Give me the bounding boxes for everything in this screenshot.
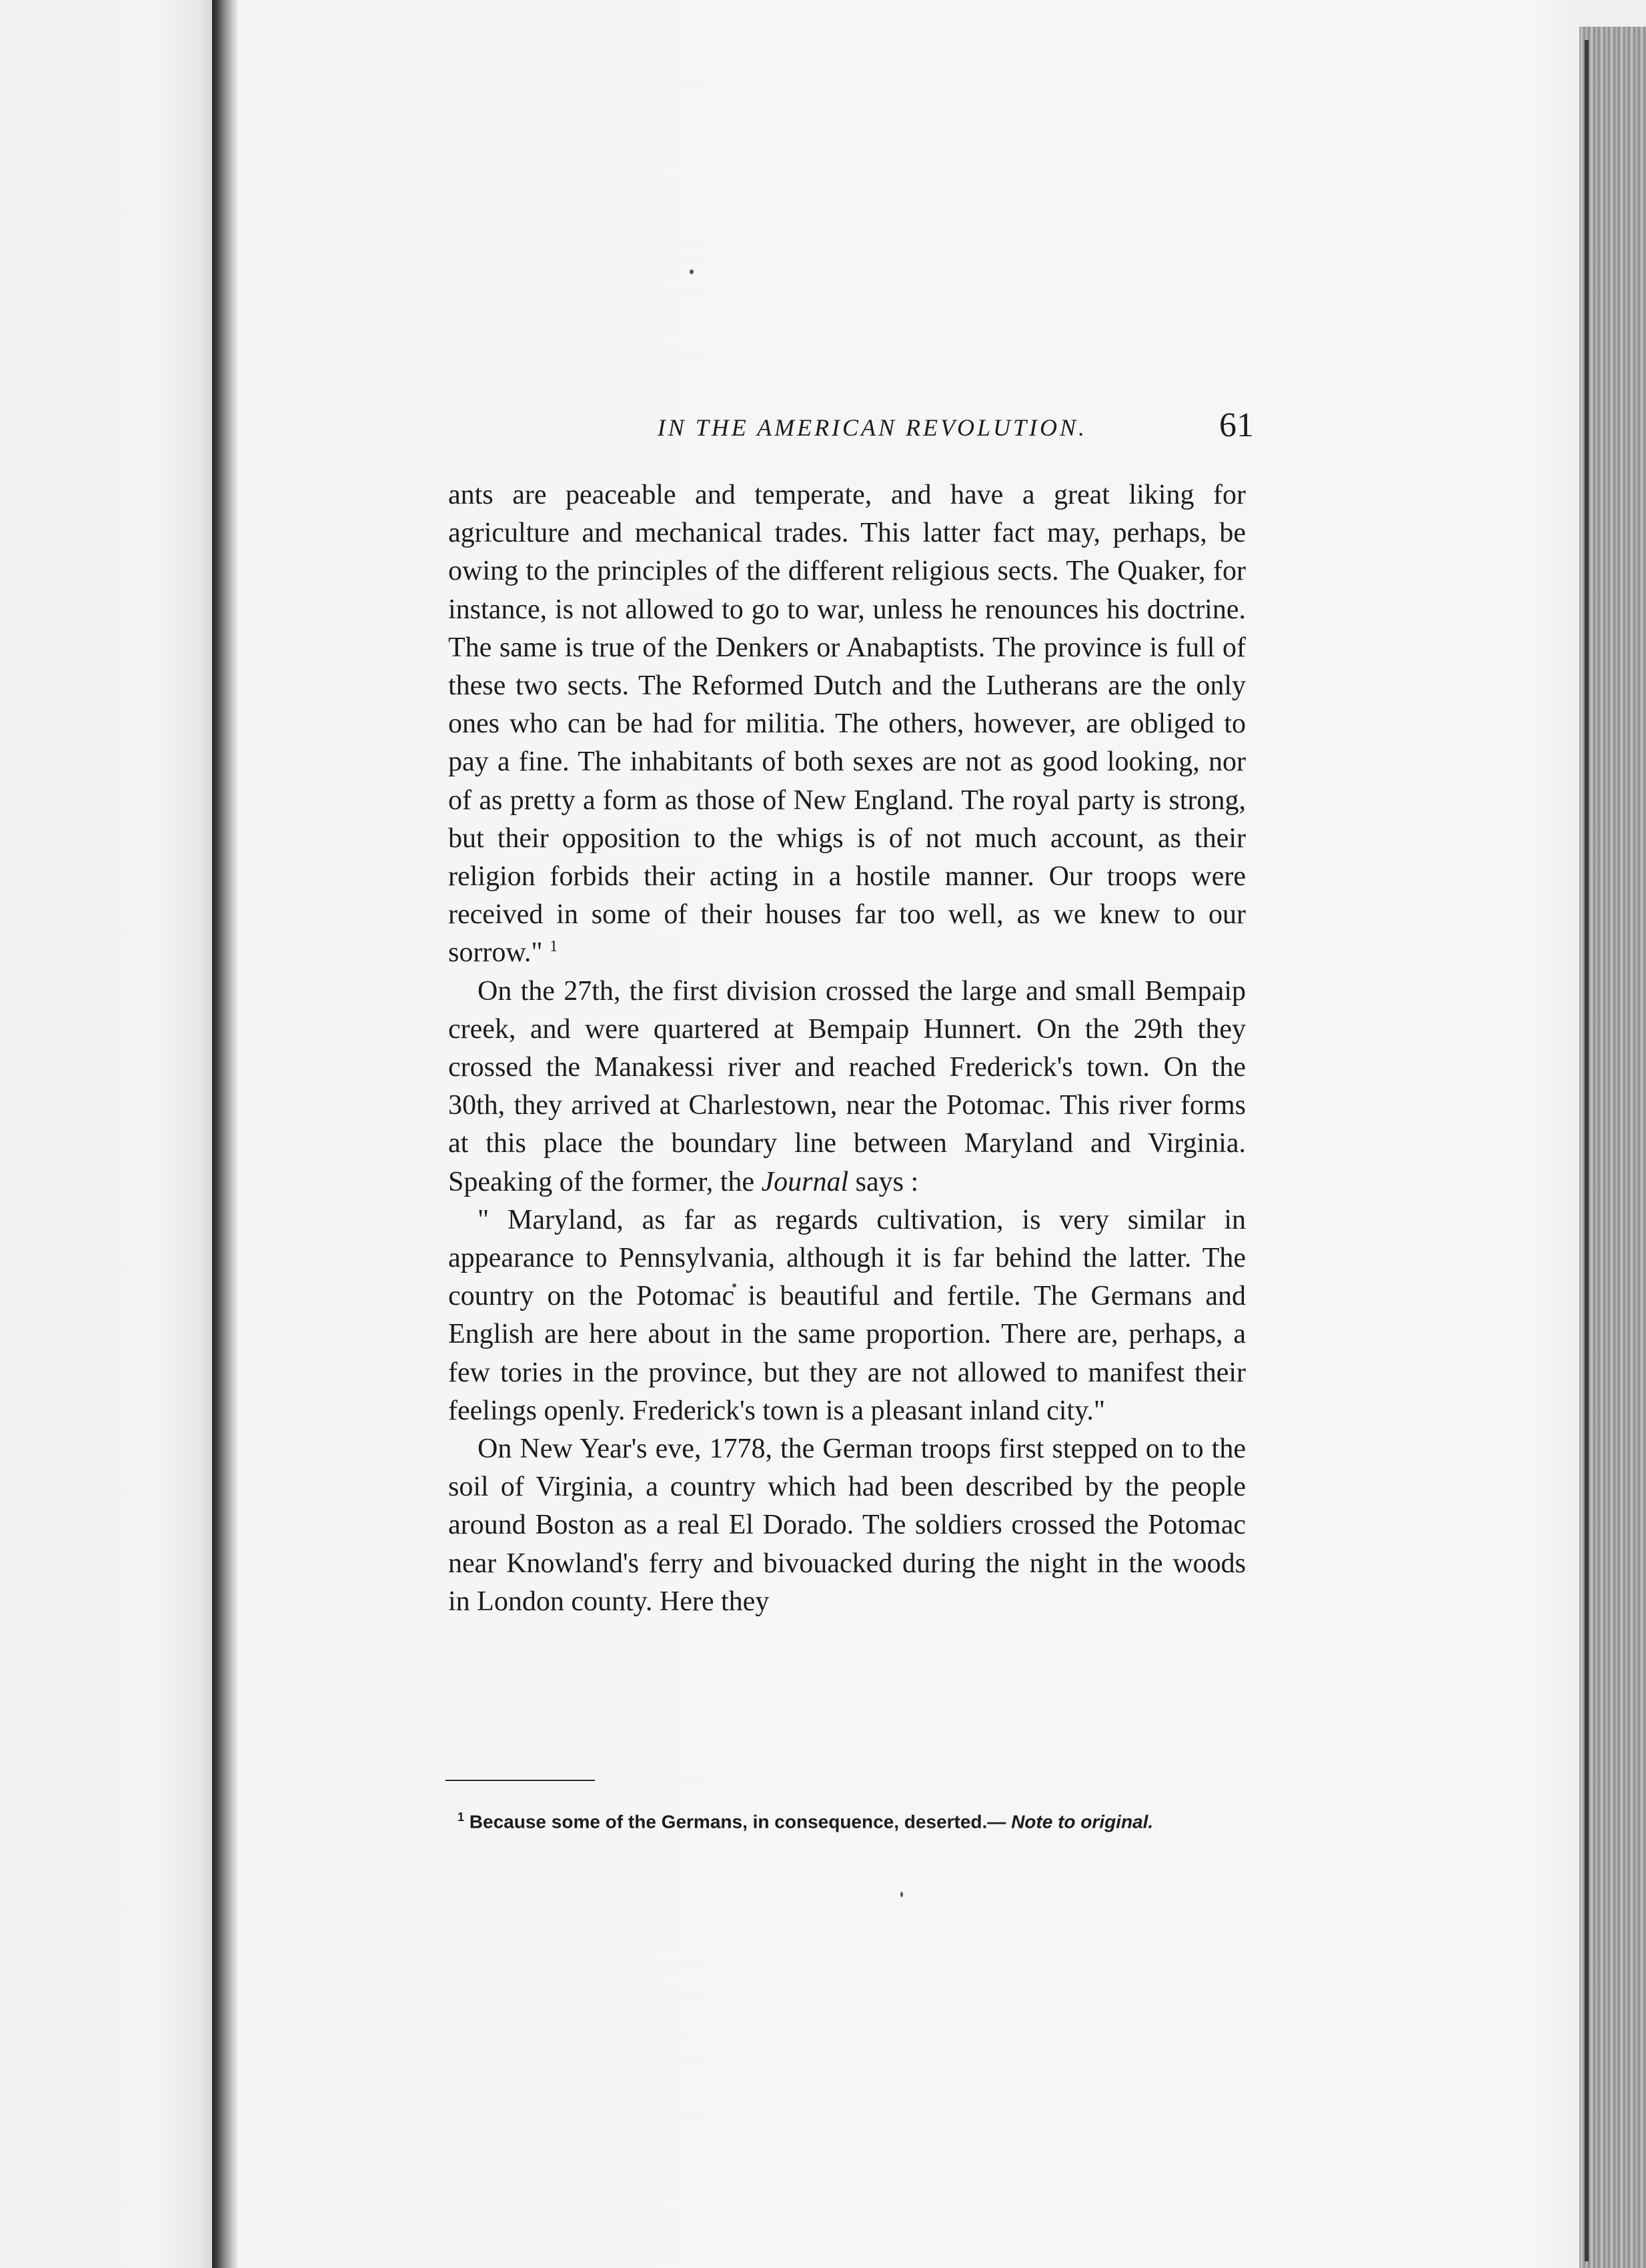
paragraph-3-quote — [448, 1201, 1246, 1430]
footnote-rule — [446, 1780, 595, 1781]
paragraph-1-text: ants are peaceable and temperate, and have a great liking for agriculture and mechanical trades. This latter fact may, perhaps, be owing to the principles of the different religious sects. The Quaker, for instance, is not allowed to go to war, unless he renounces his doctrine. The same is true of the Denkers or Anabaptists. The province is full of these two sects. The Reformed Dutch and the Lutherans are the only ones who can be had for militia. The others, however, are obliged to pay a fine. The inhabitants of both sexes are not as good looking, nor of as pretty a form as those of New England. The royal party is strong, but their opposition to the whigs is of not much account, as their religion forbids their acting in a hostile manner. Our troops were received in some of their houses far too well, as we knew to our sorrow." — [448, 480, 1246, 969]
left-page-margin — [0, 0, 213, 2268]
footnote — [458, 1810, 1245, 1832]
paragraph-2-text: On the 27th, the first division crossed the large and small Bempaip creek, and were quartered at Bempaip Hunnert. On the 29th they crossed the Manakessi river and reached Frederick's town. On the 30th, they arrived at Charlestown, near the Potomac. This river forms at this place the boundary line between Maryland and Virginia. Speaking of the former, the — [448, 975, 1246, 1197]
page-number: 61 — [1219, 406, 1254, 444]
scan-speck — [690, 269, 694, 274]
paragraph-2-text-after: says : — [855, 1166, 919, 1197]
paragraph-1 — [448, 476, 1246, 973]
page-edges — [1579, 27, 1646, 2268]
footnote-reference: 1 — [550, 938, 558, 956]
footnote-text: Because some of the Germans, in consequence, deserted.— — [469, 1811, 1006, 1832]
paragraph-4-text: On New Year's eve, 1778, the German troops first stepped on to the soil of Virginia, a country which had been described by the people around Boston as a real El Dorado. The soldiers crossed the Potomac near Knowland's ferry and bivouacked during the night in the woods in London county. Here they — [448, 1434, 1246, 1617]
scan-speck — [900, 1892, 903, 1897]
footnote-marker: 1 — [458, 1810, 465, 1824]
paragraph-2 — [448, 973, 1246, 1201]
footnote-note: Note to original. — [1011, 1811, 1154, 1832]
book-gutter — [212, 0, 239, 2268]
paragraph-4 — [448, 1430, 1246, 1621]
paragraph-3-text: " Maryland, as far as regards cultivation, is very similar in appearance to Pennsylvania, although it is far behind the latter. The country on the Potomac is beautiful and fertile. The Germans and English are here about in the same proportion. There are, perhaps, a few tories in the province, but they are not allowed to manifest their feelings openly. Frederick's town is a pleasant inland city." — [448, 1204, 1246, 1426]
body-text — [448, 476, 1246, 1621]
journal-title: Journal — [761, 1166, 849, 1197]
running-head: IN THE AMERICAN REVOLUTION. — [657, 414, 1087, 441]
page-edge-shadow — [1585, 40, 1589, 2261]
